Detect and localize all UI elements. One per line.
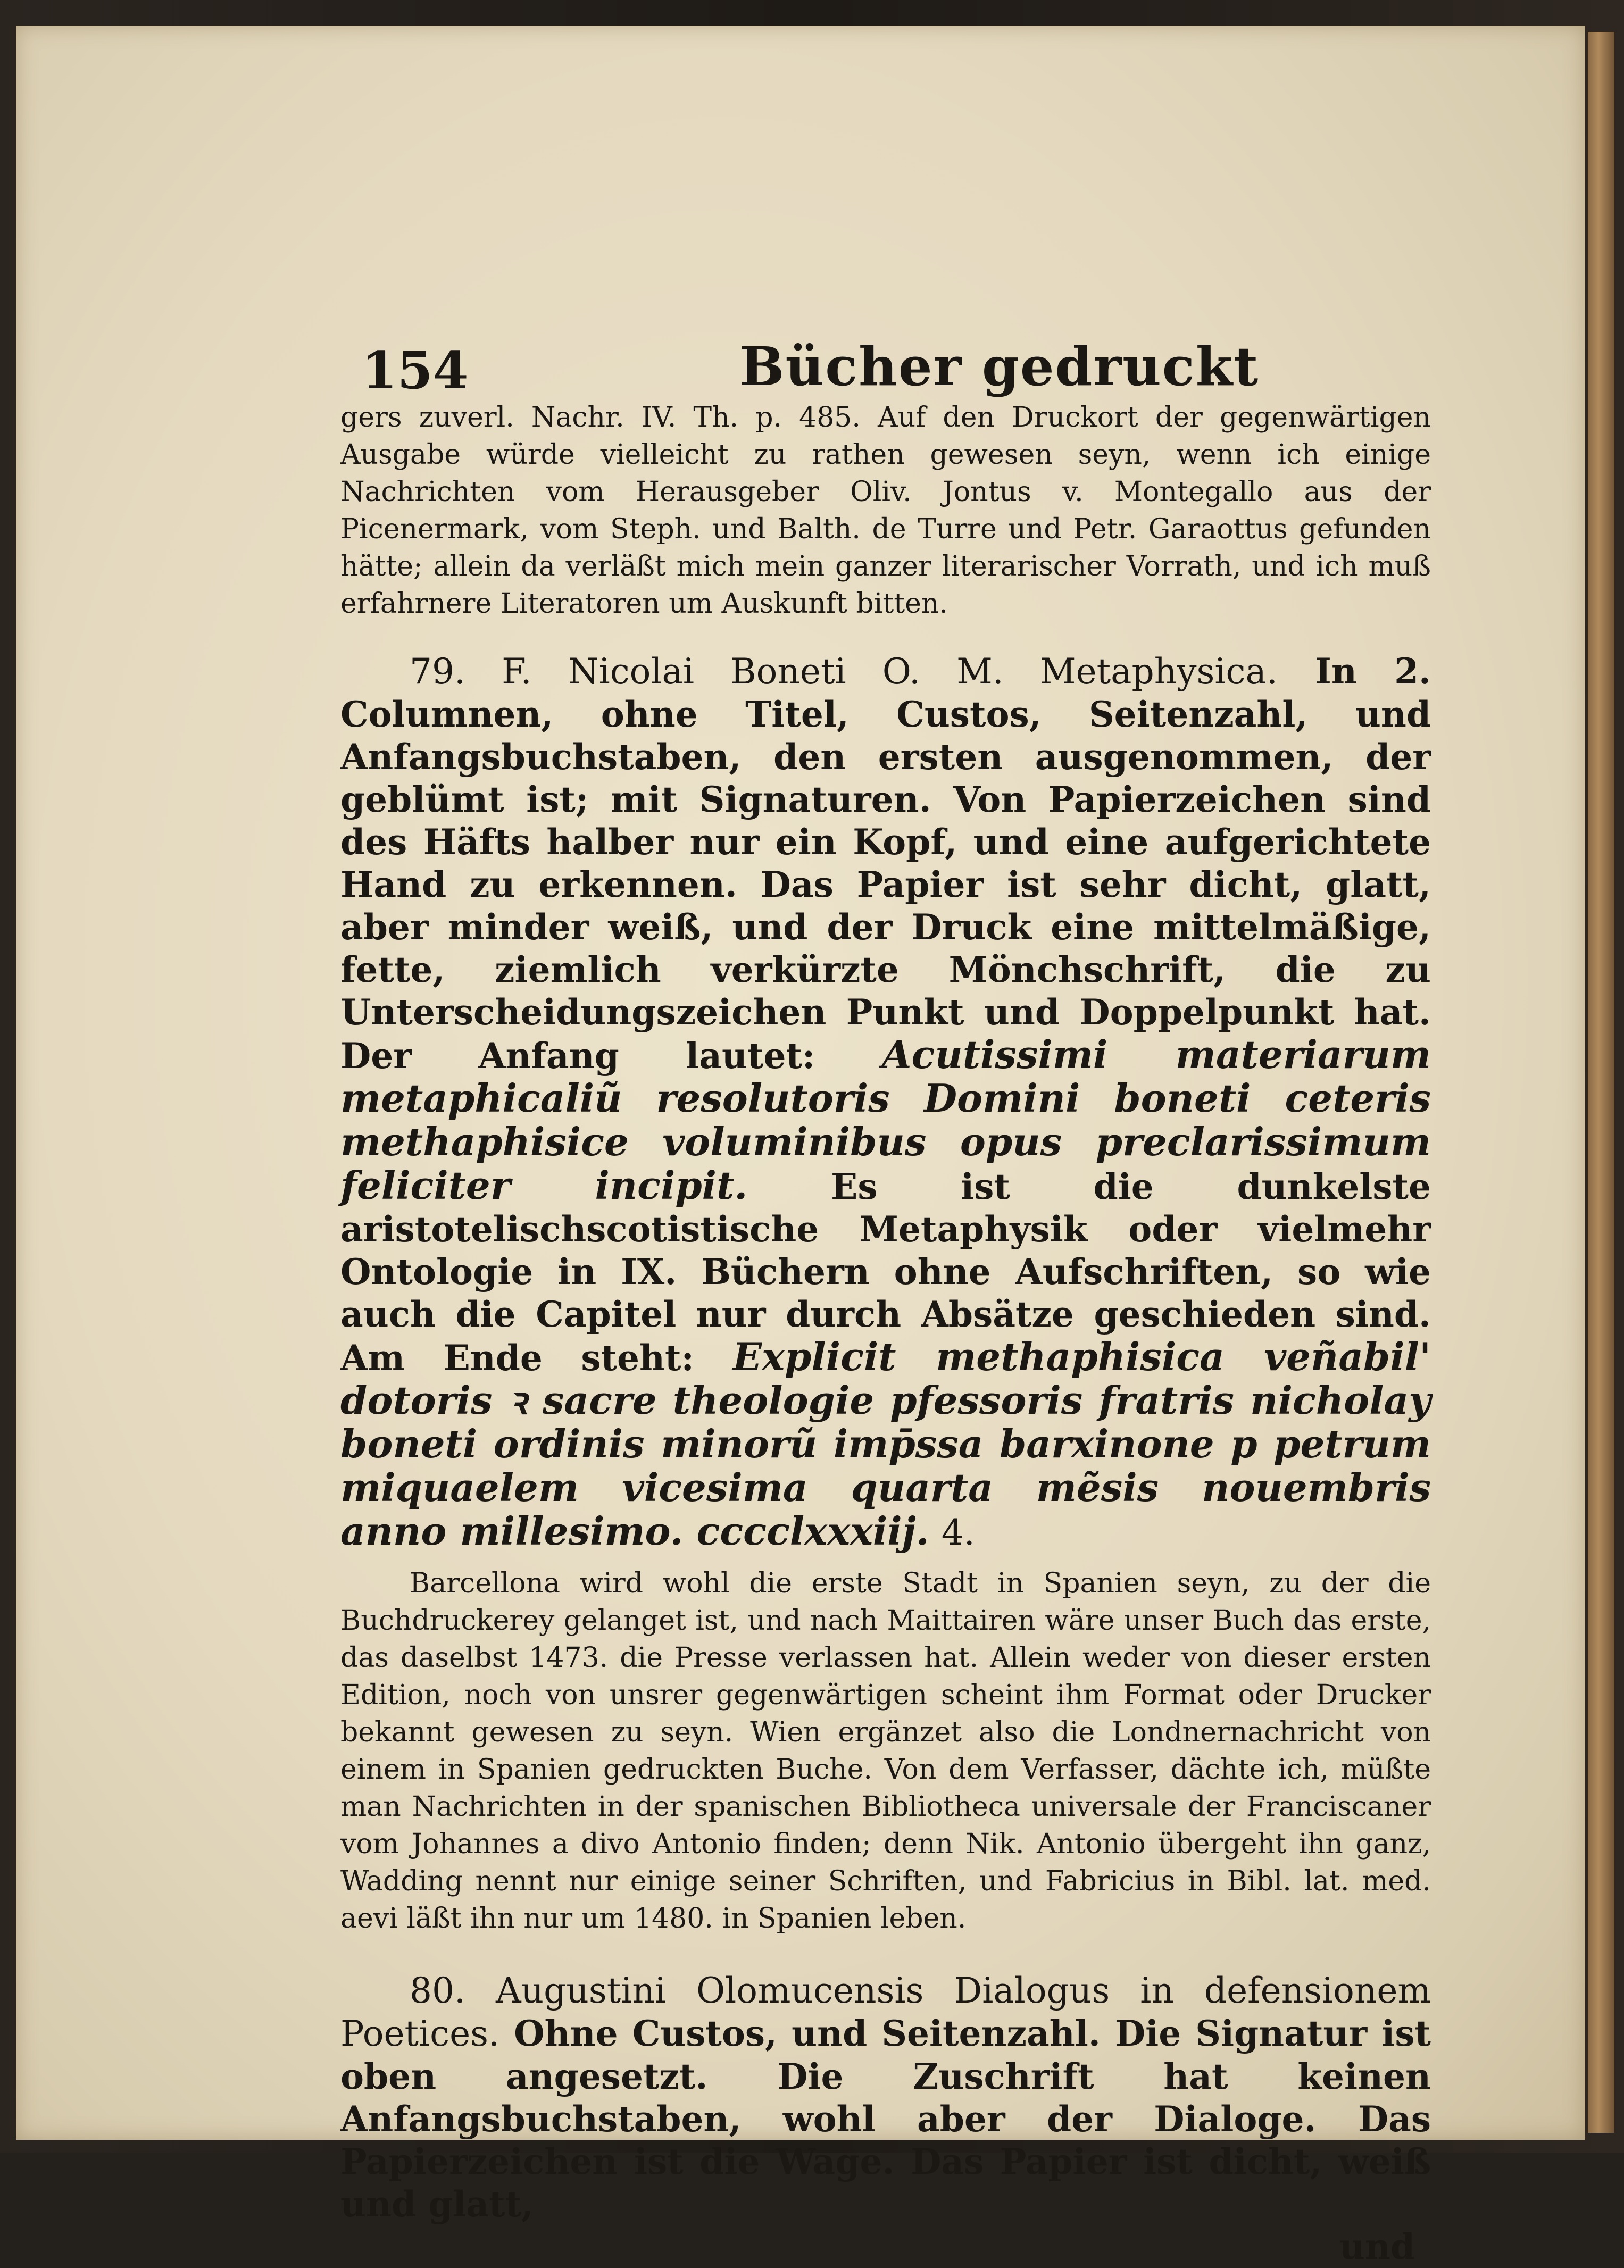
entry-80-title: 80. Augustini Olomucensis Dialogus in defensionem Poetices. [340, 1970, 1431, 2054]
page-edge [1588, 32, 1614, 2133]
entry-79-title: 79. F. Nicolai Boneti O. M. Metaphysica. [410, 651, 1278, 692]
entry-80 [340, 1969, 1431, 2225]
entry-79 [340, 650, 1431, 1554]
entry-80-body: Ohne Custos, und Seitenzahl. Die Signatur ist oben angesetzt. Die Zuschrift hat keinen Anfangsbuchstaben, wohl aber der Dialoge. Das Papierzeichen ist die Wage. Das Papier ist dicht, weiß und glatt, [340, 2013, 1431, 2225]
note-continuation: gers zuverl. Nachr. IV. Th. p. 485. Auf den Druckort der gegenwärtigen Ausgabe würde vielleicht zu rathen gewesen seyn, wenn ich einige Nachrichten vom Herausgeber Oliv. Jontus v. Montegallo aus der Picenermark, vom Steph. und Balth. de Turre und Petr. Garaottus gefunden hätte; allein da verläßt mich mein ganzer literarischer Vorrath, und ich muß erfahrnere Literatoren um Auskunft bitten. [340, 402, 1431, 620]
text-block [340, 319, 1431, 2268]
entry-79-incipit: Acutissimi materiarum metaphicaliũ resolutoris Domini boneti ceteris methaphisice voluminibus opus preclarissimum feliciter incipit. [340, 1032, 1431, 1208]
entry-79-format: 4. [941, 1512, 975, 1553]
note-79: Barcellona wird wohl die erste Stadt in Spanien seyn, zu der die Buchdruckerey gelanget ist, und nach Maittairen wäre unser Buch das erste, das daselbst 1473. die Presse verlassen hat. Allein weder von dieser ersten Edition, noch von unsrer gegenwärtigen scheint ihm Format oder Drucker bekannt gewesen zu seyn. Wien ergänzet also die Londnernachricht von einem in Spanien gedruckten Buche. Von dem Verfasser, dächte ich, müßte man Nachrichten in der spanischen Bibliotheca universale der Franciscaner vom Johannes a divo Antonio finden; denn Nik. Antonio übergeht ihn ganz, Wadding nennt nur einige seiner Schriften, und Fabricius in Bibl. lat. med. aevi läßt ihn nur um 1480. in Spanien leben. [340, 1567, 1431, 1935]
entry-79-explicit: Explicit methaphisica veñabil' dotoris ꝛ sacre theologie pfessoris fratris nicholay boneti ordinis minorũ imp̄ssa barxinone p petrum miquaelem vicesima quarta mẽsis nouembris anno millesimo. cccclxxxiij. [340, 1334, 1431, 1554]
entry-79-middle: Es ist die dunkelste aristotelischscotistische Metaphysik oder vielmehr Ontologie in IX. Büchern ohne Aufschriften, so wie auch die Capitel nur durch Absätze geschieden sind. Am Ende steht: [340, 1166, 1431, 1379]
entry-79-body: In 2. Columnen, ohne Titel, Custos, Seitenzahl, und Anfangsbuchstaben, den ersten ausgenommen, der geblümt ist; mit Signaturen. Von Papierzeichen sind des Häfts halber nur ein Kopf, und eine aufgerichtete Hand zu erkennen. Das Papier ist sehr dicht, glatt, aber minder weiß, und der Druck eine mittelmäßige, fette, ziemlich verkürzte Mönchschrift, die zu Unterscheidungszeichen Punkt und Doppelpunkt hat. Der Anfang lautet: [340, 651, 1431, 1077]
page-header: Bücher gedruckt [739, 335, 1260, 398]
page-number: 154 [362, 340, 469, 401]
running-head [340, 319, 1431, 399]
catchword: und [1339, 2226, 1415, 2267]
